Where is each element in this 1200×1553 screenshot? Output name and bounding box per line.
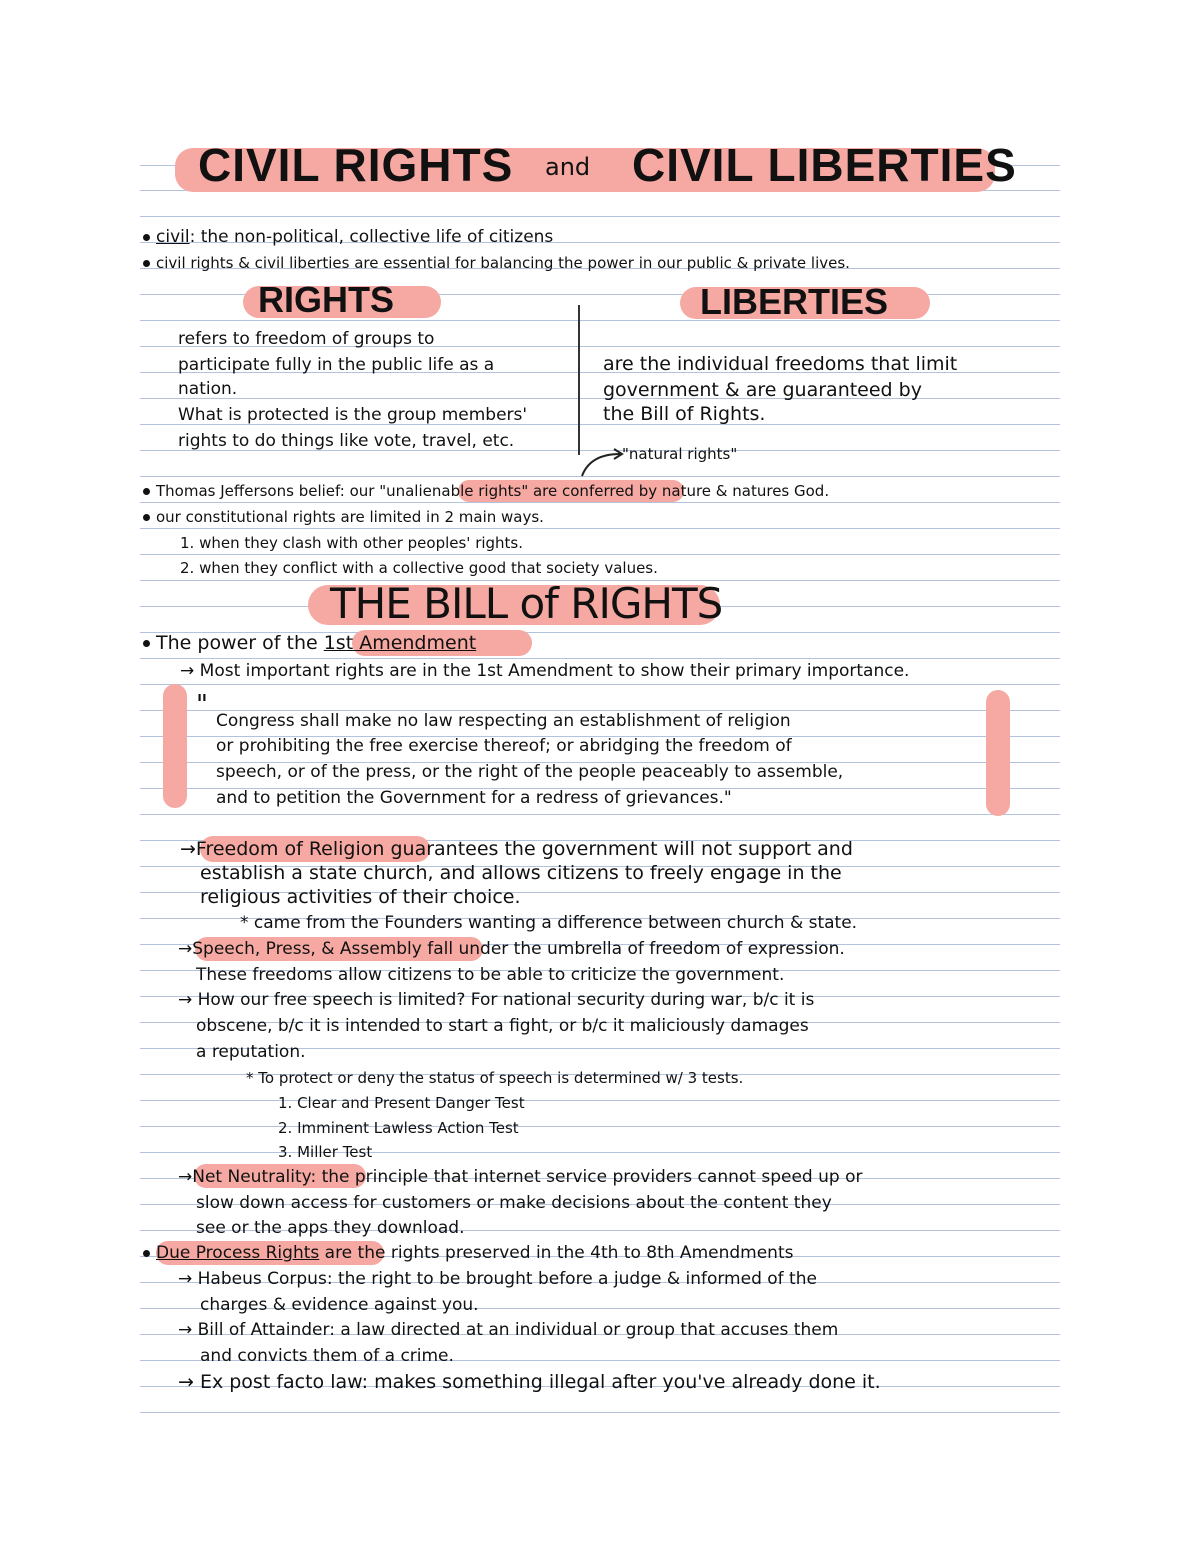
quote-bracket-left (163, 684, 187, 808)
freedom-of-religion: Freedom of Religion (195, 838, 385, 860)
liberties-line: government & are guaranteed by (603, 379, 922, 401)
arrow-icon: → (178, 1167, 193, 1187)
religion-line-3: religious activities of their choice. (200, 886, 521, 908)
religion-note: * came from the Founders wanting a difference between church & state. (240, 913, 858, 933)
bullet-icon (143, 234, 150, 241)
quote-line: Congress shall make no law respecting an establishment of religion (216, 711, 791, 731)
most-important-line: → Most important rights are in the 1st Amendment to show their primary importance. (180, 661, 910, 681)
bullet-icon (143, 640, 150, 647)
attainder-line-2: and convicts them of a crime. (200, 1346, 454, 1366)
civil-term: civil (156, 227, 190, 247)
first-amendment: 1st Amendment (323, 632, 477, 654)
expression-line-2: These freedoms allow citizens to be able to criticize the government. (196, 965, 785, 985)
quote-line: speech, or of the press, or the right of the people peaceably to assemble, (216, 762, 844, 782)
liberties-line: are the individual freedoms that limit (603, 353, 958, 375)
due-process-line (143, 1242, 793, 1264)
jefferson-prefix: Thomas Jeffersons belief: our (156, 482, 380, 500)
rights-heading: RIGHTS (258, 279, 395, 320)
power-prefix: The power of the (156, 632, 324, 654)
rights-line: refers to freedom of groups to (178, 329, 435, 349)
natural-rights-label: "natural rights" (622, 445, 738, 463)
page-title-and: and (545, 153, 591, 181)
habeas-line-1: → Habeus Corpus: the right to be brought before a judge & informed of the (178, 1269, 817, 1289)
speech-limited-line-2: obscene, b/c it is intended to start a fight, or b/c it maliciously damages (196, 1016, 809, 1036)
limits-intro-text: our constitutional rights are limited in 2 main ways. (156, 508, 544, 526)
tests-intro: * To protect or deny the status of speech is determined w/ 3 tests. (246, 1069, 744, 1087)
speech-press-assembly: Speech, Press, & Assembly (192, 939, 422, 959)
limits-item: 1. when they clash with other peoples' rights. (180, 534, 524, 552)
unalienable-rights: "unalienable rights" (379, 482, 529, 500)
intro-civil-line (143, 226, 553, 248)
test-item: 3. Miller Test (278, 1143, 373, 1161)
liberties-line: the Bill of Rights. (603, 403, 766, 425)
speech-limited-line-1: → How our free speech is limited? For national security during war, b/c it is (178, 990, 815, 1010)
quote-line: or prohibiting the free exercise thereof; or abridging the freedom of (216, 736, 792, 756)
bill-of-rights-heading: THE BILL of RIGHTS (330, 579, 723, 628)
due-process-text: are the rights preserved in the 4th to 8th Amendments (319, 1243, 794, 1263)
religion-line-1 (180, 838, 853, 860)
balance-text: civil rights & civil liberties are essential for balancing the power in our public & private lives. (156, 254, 850, 272)
column-divider (578, 305, 580, 455)
rights-line: What is protected is the group members' (178, 405, 528, 425)
expression-line-1 (178, 938, 845, 960)
net-neutrality-line-1 (178, 1166, 862, 1188)
rights-line: participate fully in the public life as a (178, 355, 495, 375)
net-neutrality-line-3: see or the apps they download. (196, 1218, 465, 1238)
due-process-rights: Due Process Rights (156, 1243, 320, 1263)
religion-text: guarantees the government will not support and (384, 838, 853, 860)
limits-intro (143, 506, 544, 528)
attainder-line-1: → Bill of Attainder: a law directed at an individual or group that accuses them (178, 1320, 839, 1340)
habeas-line-2: charges & evidence against you. (200, 1295, 479, 1315)
bullet-icon (143, 260, 150, 267)
expression-text: fall under the umbrella of freedom of expression. (421, 939, 845, 959)
rights-line: rights to do things like vote, travel, etc. (178, 431, 515, 451)
arrow-icon: → (180, 838, 196, 860)
jefferson-suffix: are conferred by nature & natures God. (528, 482, 830, 500)
quote-line: and to petition the Government for a redress of grievances." (216, 788, 732, 808)
rights-line: nation. (178, 379, 238, 399)
net-neutrality: Net Neutrality: (192, 1167, 317, 1187)
ex-post-facto-line: → Ex post facto law: makes something illegal after you've already done it. (178, 1371, 881, 1393)
intro-balance-line (143, 252, 850, 274)
net-neutrality-text: the principle that internet service providers cannot speed up or (316, 1167, 863, 1187)
civil-definition: : the non-political, collective life of citizens (189, 227, 554, 247)
jefferson-line (143, 480, 829, 502)
bullet-icon (143, 1250, 150, 1257)
quote-open-mark: " (196, 690, 208, 720)
arrow-icon: → (178, 939, 193, 959)
net-neutrality-line-2: slow down access for customers or make decisions about the content they (196, 1193, 832, 1213)
test-item: 1. Clear and Present Danger Test (278, 1094, 525, 1112)
test-item: 2. Imminent Lawless Action Test (278, 1119, 519, 1137)
quote-bracket-right (986, 690, 1010, 816)
page-title-part1: CIVIL RIGHTS (198, 139, 514, 191)
power-line (143, 632, 476, 654)
speech-limited-line-3: a reputation. (196, 1042, 306, 1062)
liberties-heading: LIBERTIES (700, 281, 889, 322)
bullet-icon (143, 514, 150, 521)
limits-item: 2. when they conflict with a collective good that society values. (180, 559, 658, 577)
religion-line-2: establish a state church, and allows citizens to freely engage in the (200, 862, 842, 884)
bullet-icon (143, 488, 150, 495)
page-title-part2: CIVIL LIBERTIES (632, 139, 1017, 191)
